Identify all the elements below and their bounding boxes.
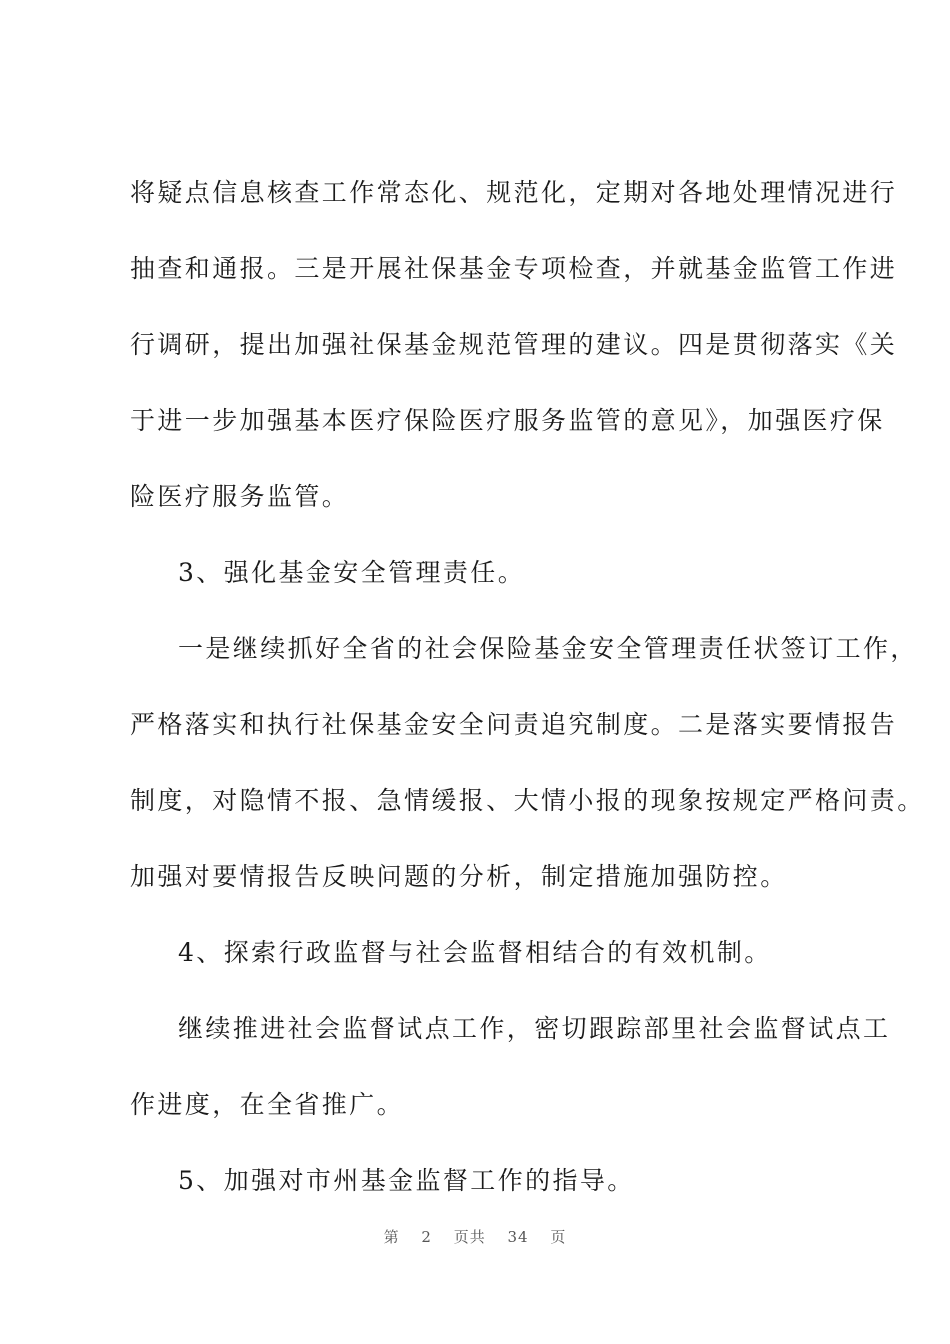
section-heading: 5、加强对市州基金监督工作的指导。 bbox=[178, 1166, 635, 1195]
paragraph-first-line: 继续推进社会监督试点工作，密切跟踪部里社会监督试点工 bbox=[178, 1014, 891, 1043]
text-line: 于进一步加强基本医疗保险医疗服务监管的意见》，加强医疗保 bbox=[130, 406, 885, 435]
text-line: 严格落实和执行社保基金安全问责追究制度。二是落实要情报告 bbox=[130, 710, 898, 739]
footer-suffix: 页 bbox=[550, 1228, 567, 1246]
text-line: 行调研，提出加强社保基金规范管理的建议。四是贯彻落实《关 bbox=[130, 330, 898, 359]
footer-total-pages: 34 bbox=[507, 1228, 529, 1246]
footer-prefix: 第 bbox=[383, 1228, 400, 1246]
text-line: 险医疗服务监管。 bbox=[130, 482, 350, 511]
page-footer bbox=[0, 1226, 950, 1247]
footer-middle: 页共 bbox=[453, 1228, 486, 1246]
text-line: 加强对要情报告反映问题的分析，制定措施加强防控。 bbox=[130, 862, 788, 891]
text-line: 制度，对隐情不报、急情缓报、大情小报的现象按规定严格问责。 bbox=[130, 786, 925, 815]
paragraph-first-line: 一是继续抓好全省的社会保险基金安全管理责任状签订工作， bbox=[178, 634, 918, 663]
text-line: 作进度，在全省推广。 bbox=[130, 1090, 405, 1119]
text-line: 将疑点信息核查工作常态化、规范化，定期对各地处理情况进行 bbox=[130, 178, 898, 207]
section-heading: 4、探索行政监督与社会监督相结合的有效机制。 bbox=[178, 938, 772, 967]
section-heading: 3、强化基金安全管理责任。 bbox=[178, 558, 526, 587]
footer-current-page: 2 bbox=[421, 1228, 432, 1246]
text-line: 抽查和通报。三是开展社保基金专项检查，并就基金监管工作进 bbox=[130, 254, 898, 283]
